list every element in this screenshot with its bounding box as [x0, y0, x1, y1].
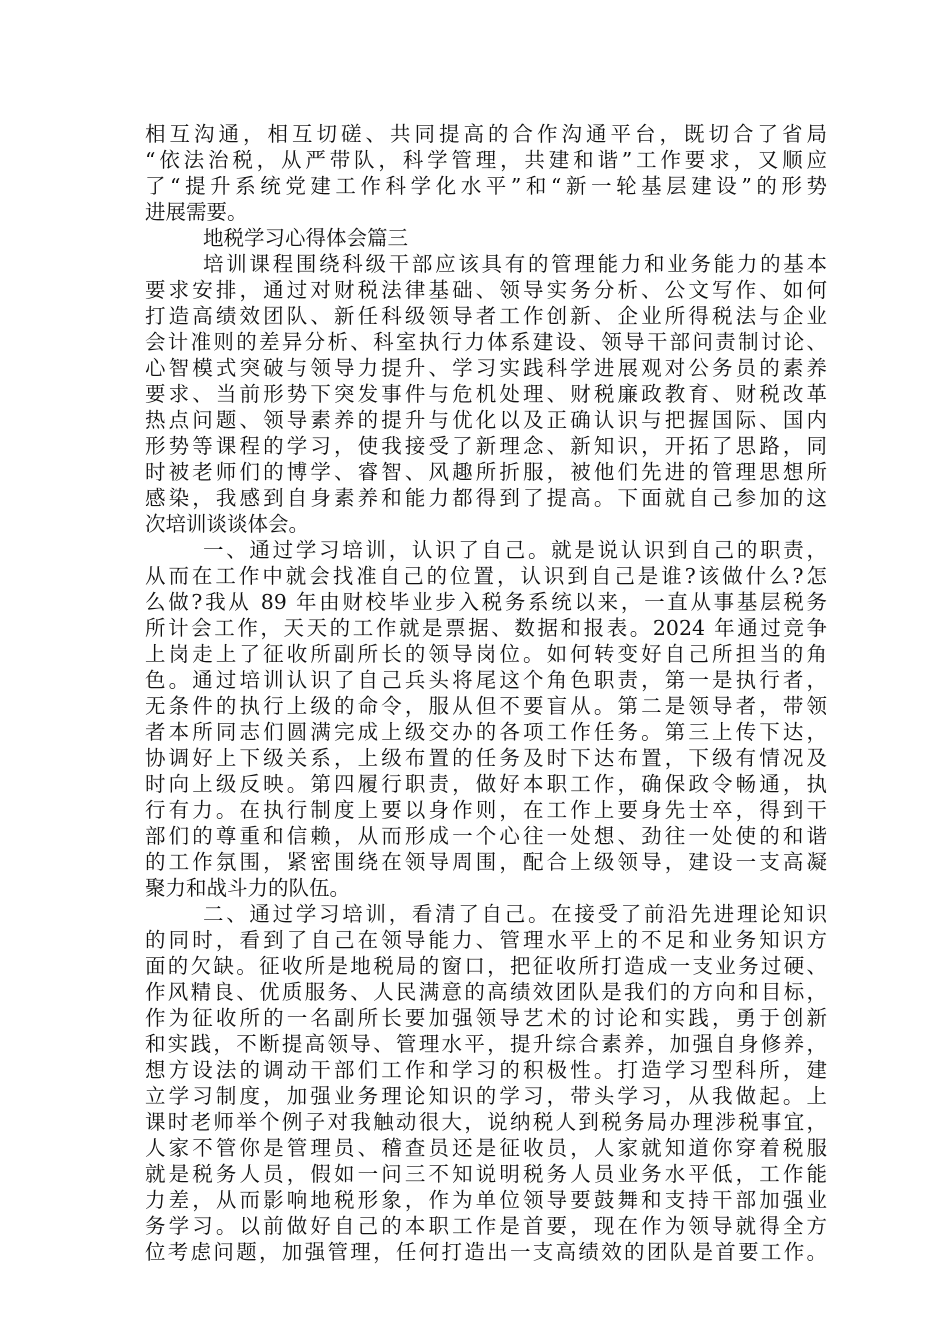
text-line: 务学习。以前做好自己的本职工作是首要，现在作为领导就得全方 — [145, 1214, 827, 1238]
text-line: 时被老师们的博学、睿智、风趣所折服，被他们先进的管理思想所 — [145, 460, 827, 484]
text-line: 立学习制度，加强业务理论知识的学习，带头学习，从我做起。上 — [145, 1084, 827, 1108]
text-line: “依法治税，从严带队，科学管理，共建和谐”工作要求，又顺应 — [145, 148, 827, 172]
paragraph — [145, 537, 827, 901]
heading-text: 地税学习心得体会篇三 — [203, 226, 408, 250]
text-line: 从而在工作中就会找准自己的位置，认识到自己是谁?该做什么?怎 — [145, 564, 827, 588]
text-line: 行有力。在执行制度上要以身作则，在工作上要身先士卒，得到干 — [145, 798, 827, 822]
text-line: 力差，从而影响地税形象，作为单位领导要鼓舞和支持干部加强业 — [145, 1188, 827, 1212]
text-line: 感染，我感到自身素养和能力都得到了提高。下面就自己参加的这 — [145, 486, 827, 510]
text-line: 培训课程围绕科级干部应该具有的管理能力和业务能力的基本 — [203, 252, 827, 276]
text-line: 形势等课程的学习，使我接受了新理念、新知识，开拓了思路，同 — [145, 434, 827, 458]
section-heading — [145, 225, 827, 251]
text-line: 的工作氛围，紧密围绕在领导周围，配合上级领导，建设一支高凝 — [145, 850, 827, 874]
text-line: 二、通过学习培训，看清了自己。在接受了前沿先进理论知识 — [203, 902, 827, 926]
text-line: 进展需要。 — [145, 200, 248, 224]
paragraph — [145, 901, 827, 1265]
text-line: 时向上级反映。第四履行职责，做好本职工作，确保政令畅通，执 — [145, 772, 827, 796]
text-line: 的同时，看到了自己在领导能力、管理水平上的不足和业务知识方 — [145, 928, 827, 952]
text-line: 上岗走上了征收所副所长的领导岗位。如何转变好自己所担当的角 — [145, 642, 827, 666]
text-line: 位考虑问题，加强管理，任何打造出一支高绩效的团队是首要工作。 — [145, 1240, 827, 1264]
text-line: 心智模式突破与领导力提升、学习实践科学进展观对公务员的素养 — [145, 356, 827, 380]
text-line: 色。通过培训认识了自己兵头将尾这个角色职责，第一是执行者， — [145, 668, 827, 692]
paragraph — [145, 121, 827, 225]
text-line: 部们的尊重和信赖，从而形成一个心往一处想、劲往一处使的和谐 — [145, 824, 827, 848]
document-page — [145, 121, 827, 1265]
text-line: 了“提升系统党建工作科学化水平”和“新一轮基层建设”的形势 — [145, 174, 827, 198]
text-line: 要求安排，通过对财税法律基础、领导实务分析、公文写作、如何 — [145, 278, 827, 302]
text-line: 相互沟通，相互切磋、共同提高的合作沟通平台，既切合了省局 — [145, 122, 827, 146]
text-line: 想方设法的调动干部们工作和学习的积极性。打造学习型科所，建 — [145, 1058, 827, 1082]
text-line: 人家不管你是管理员、稽查员还是征收员，人家就知道你穿着税服 — [145, 1136, 827, 1160]
text-line: 协调好上下级关系，上级布置的任务及时下达布置，下级有情况及 — [145, 746, 827, 770]
paragraph — [145, 251, 827, 537]
text-line: 么做?我从 89 年由财校毕业步入税务系统以来，一直从事基层税务 — [145, 590, 827, 614]
text-line: 聚力和战斗力的队伍。 — [145, 876, 350, 900]
text-line: 次培训谈谈体会。 — [145, 512, 309, 536]
text-line: 者本所同志们圆满完成上级交办的各项工作任务。第三上传下达， — [145, 720, 827, 744]
text-line: 就是税务人员，假如一问三不知说明税务人员业务水平低，工作能 — [145, 1162, 827, 1186]
text-line: 无条件的执行上级的命令，服从但不要盲从。第二是领导者，带领 — [145, 694, 827, 718]
text-line: 课时老师举个例子对我触动很大，说纳税人到税务局办理涉税事宜， — [145, 1110, 827, 1134]
text-line: 所计会工作，天天的工作就是票据、数据和报表。2024 年通过竞争 — [145, 616, 827, 640]
text-line: 打造高绩效团队、新任科级领导者工作创新、企业所得税法与企业 — [145, 304, 827, 328]
text-line: 作为征收所的一名副所长要加强领导艺术的讨论和实践，勇于创新 — [145, 1006, 827, 1030]
text-line: 会计准则的差异分析、科室执行力体系建设、领导干部问责制讨论、 — [145, 330, 827, 354]
text-line: 要求、当前形势下突发事件与危机处理、财税廉政教育、财税改革 — [145, 382, 827, 406]
text-line: 和实践，不断提高领导、管理水平，提升综合素养，加强自身修养， — [145, 1032, 827, 1056]
text-line: 面的欠缺。征收所是地税局的窗口，把征收所打造成一支业务过硬、 — [145, 954, 827, 978]
text-line: 一、通过学习培训，认识了自己。就是说认识到自己的职责， — [203, 538, 827, 562]
text-line: 热点问题、领导素养的提升与优化以及正确认识与把握国际、国内 — [145, 408, 827, 432]
text-line: 作风精良、优质服务、人民满意的高绩效团队是我们的方向和目标， — [145, 980, 827, 1004]
